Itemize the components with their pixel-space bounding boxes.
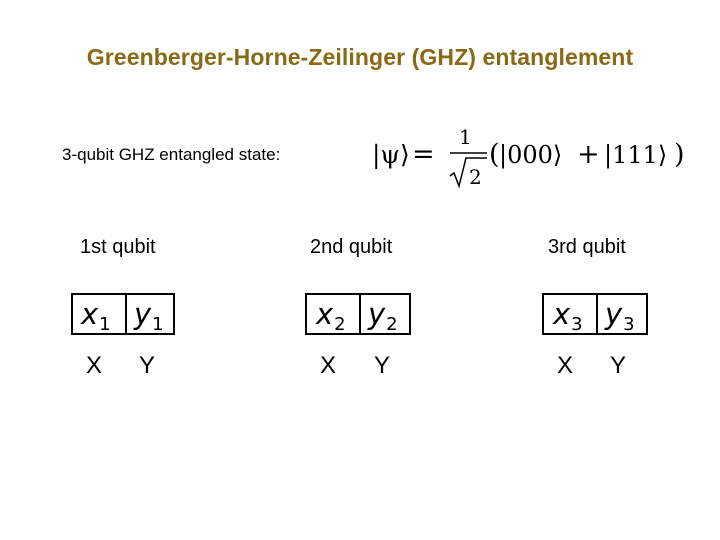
ket-000: |000⟩ — [499, 141, 563, 169]
qubit-1-x-operator: X — [86, 352, 103, 379]
qubit-1-divider — [125, 295, 127, 333]
ket-111: |111⟩ — [604, 141, 668, 169]
equals-sign: = — [412, 139, 435, 170]
qubit-3-x-operator: X — [557, 352, 574, 379]
qubit-1-y-operator: Y — [139, 352, 156, 379]
qubit-3-y-operator: Y — [610, 352, 627, 379]
qubit-2-y-variable: $y_2$ — [368, 297, 398, 335]
fraction-numerator: 1 — [459, 125, 472, 149]
psi-ket: |ψ⟩ — [372, 140, 410, 169]
slide-title: Greenberger-Horne-Zeilinger (GHZ) entanglement — [86, 44, 634, 70]
qubit-3-divider — [596, 295, 598, 333]
qubit-2-y-operator: Y — [374, 352, 391, 379]
qubit-3-y-variable: $y_3$ — [605, 297, 635, 335]
qubit-3-x-variable: $x_3$ — [553, 297, 583, 335]
qubit-1-x-variable: $x_1$ — [81, 297, 111, 335]
plus-sign: + — [577, 139, 600, 170]
qubit-2-label: 2nd qubit — [310, 236, 393, 258]
qubit-2-x-variable: $x_2$ — [316, 297, 346, 335]
open-paren: ( — [489, 139, 500, 170]
fraction-denominator: 2 — [469, 165, 482, 189]
close-paren: ) — [674, 139, 685, 170]
state-description: 3-qubit GHZ entangled state: — [62, 145, 281, 164]
qubit-1-y-variable: $y_1$ — [134, 297, 164, 335]
qubit-3-label: 3rd qubit — [548, 236, 626, 258]
qubit-2-x-operator: X — [320, 352, 337, 379]
qubit-2-divider — [359, 295, 361, 333]
ghz-state-formula — [370, 120, 690, 195]
qubit-1-label: 1st qubit — [80, 236, 156, 258]
